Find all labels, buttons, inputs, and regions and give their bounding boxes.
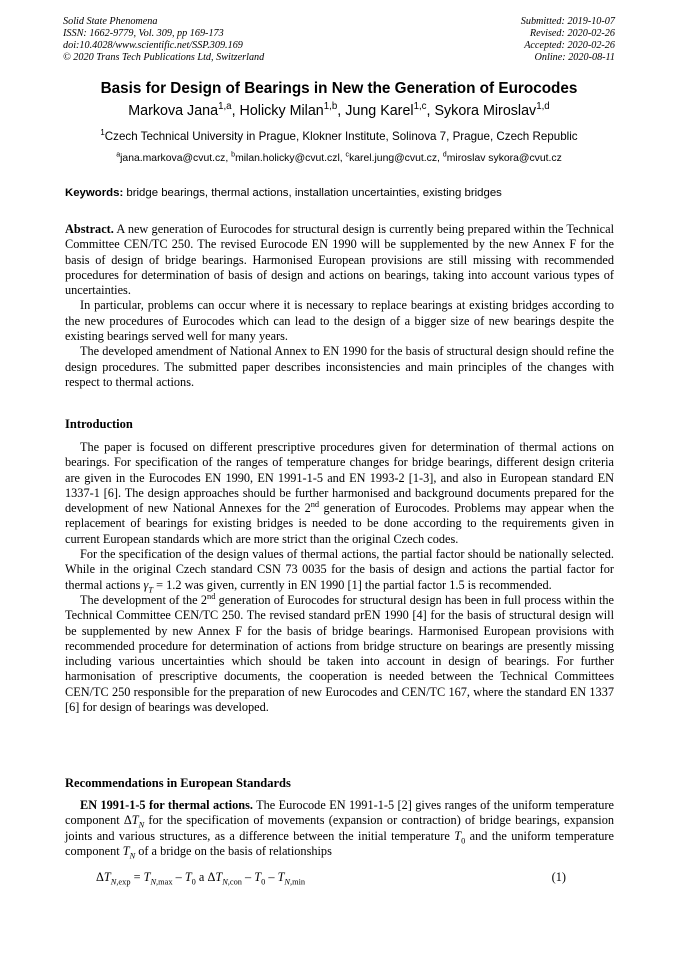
eq-delta: Δ (96, 870, 104, 884)
body-text: generation of Eurocodes for structural design has been in full process within the Technical Committee CEN/TC 250. The revised standard prEN 1990 [4] for the basis of structural design will be supplemented by new Annex F for the basis of bridge bearings. Harmonised European provisions with recommended procedure for determination of actions from bridge structure on bearings are presently missing including various uncertainties which should be taken into account in design of bearings. For further harmonisation of prescriptive documents, the cooperation is needed between the Technical Committees CEN/TC 250 responsible for the preparation of new Eurocodes and CEN/TC 167, where the standard EN 1337 [6] for design of bearings was developed. (65, 592, 614, 715)
email-mark: b (231, 151, 236, 159)
paper-title: Basis for Design of Bearings in New the Generation of Eurocodes (100, 80, 578, 97)
author-name: Jung Karel (345, 103, 414, 119)
author-emails (20, 153, 658, 164)
body-paragraph (65, 547, 614, 593)
affiliation-mark: 1 (100, 128, 105, 138)
online-date: Online: 2020-08-11 (534, 52, 615, 63)
eq-op: – (265, 870, 278, 884)
eq-sub: 0 (191, 877, 196, 887)
ordinal-suffix: nd (207, 591, 216, 601)
revised-date: Revised: 2020-02-26 (529, 28, 615, 39)
equation-1 (96, 870, 566, 885)
author-separator: , (426, 103, 435, 119)
body-text: and the uniform temperature component (65, 828, 614, 858)
eq-op: = (130, 870, 144, 884)
math-subscript: T (148, 585, 154, 595)
eq-sub: ,min (290, 877, 306, 887)
eq-op: a Δ (195, 870, 216, 884)
recommendations-body (65, 798, 614, 859)
keywords-text: bridge bearings, thermal actions, installation uncertainties, existing bridges (123, 187, 502, 199)
affiliation-text: Czech Technical University in Prague, Klokner Institute, Solinova 7, Prague, Czech Republic (104, 130, 578, 143)
submitted-date: Submitted: 2019-10-07 (520, 16, 615, 27)
email-link[interactable]: miroslav sykora@cvut.cz (446, 153, 562, 164)
eq-sub: N (110, 877, 117, 887)
math-subscript: 0 (461, 836, 466, 846)
body-text: The Eurocode EN 1991-1-5 [2] gives ranges of the uniform temperature component Δ (65, 798, 614, 828)
eq-var: T (143, 870, 151, 884)
eq-sub: N (150, 877, 157, 887)
eq-var: T (184, 870, 192, 884)
author-name: Markova Jana (128, 103, 219, 119)
author-list (40, 103, 638, 119)
body-paragraph (65, 798, 614, 859)
keywords (65, 187, 625, 199)
journal-name: Solid State Phenomena (63, 16, 158, 27)
abstract-paragraph (65, 222, 614, 298)
accepted-date: Accepted: 2020-02-26 (524, 40, 615, 51)
author-separator: , (231, 103, 240, 119)
abstract-paragraph: The developed amendment of National Annex to EN 1990 for the basis of structural design should refine the design procedures. The submitted paper describes inconsistencies and main principles of the changes with respect to thermal actions. (65, 344, 614, 389)
math-symbol: T (122, 843, 130, 858)
ordinal-suffix: nd (310, 500, 320, 510)
equation-number: (1) (551, 870, 566, 884)
math-subscript: N (138, 820, 145, 830)
math-symbol: T (454, 828, 462, 843)
math-symbol: T (131, 813, 139, 828)
author-affiliation-mark: 1,a (218, 101, 232, 113)
section-heading-recommendations: Recommendations in European Standards (65, 776, 291, 790)
author-affiliation-mark: 1,d (536, 101, 550, 113)
eq-var: T (103, 870, 111, 884)
email-link[interactable]: milan.holicky@cvut.czl, (235, 153, 346, 164)
body-text: for the specification of movements (expansion or contraction) of bridge bearings, expansion joints and various structures, as a difference between the initial temperature (65, 813, 614, 843)
abstract-label: Abstract. (65, 222, 114, 236)
abstract-text: A new generation of Eurocodes for structural design is currently being prepared within the Technical Committee CEN/TC 250. The revised Eurocode EN 1990 will be supplemented by the new Annex F for the basis of design of bridge bearings. Harmonised European provisions are still missing with recommended procedures for determination of basis of design and actions on bearings, taking into account various types of uncertainties. (65, 222, 614, 298)
author-affiliation-mark: 1,c (413, 101, 427, 113)
keywords-label: Keywords: (65, 187, 124, 199)
copyright-line: © 2020 Trans Tech Publications Ltd, Switzerland (63, 52, 265, 63)
author-affiliation-mark: 1,b (323, 101, 338, 113)
body-paragraph (65, 440, 614, 547)
body-paragraph (65, 593, 614, 715)
journal-header-left (63, 16, 264, 64)
body-text: For the specification of the design values of thermal actions, the partial factor should be nationally selected. While in the original Czech standard CSN 73 0035 for the basis of design and actions the partial factor for thermal actions (65, 547, 614, 592)
eq-sub: 0 (261, 877, 266, 887)
email-mark: d (442, 151, 447, 159)
eq-op: – (172, 870, 185, 884)
eq-sub: ,con (227, 877, 242, 887)
paragraph-lead: EN 1991-1-5 for thermal actions. (80, 798, 253, 812)
eq-sub: N (222, 877, 228, 887)
doi-line: doi:10.4028/www.scientific.net/SSP.309.169 (63, 40, 243, 51)
eq-sub: ,max (156, 877, 173, 887)
email-mark: a (116, 151, 121, 159)
eq-var: T (215, 870, 223, 884)
email-link[interactable]: jana.markova@cvut.cz, (120, 153, 232, 164)
issn-line: ISSN: 1662-9779, Vol. 309, pp 169-173 (63, 28, 224, 39)
section-heading-introduction: Introduction (65, 417, 133, 431)
abstract-paragraph: In particular, problems can occur where it is necessary to replace bearings at existing bridges according to the new procedures of Eurocodes which can lead to the design of a bigger size of new bearings despite the existing bearings served well for many years. (65, 298, 614, 344)
body-text: of a bridge on the basis of relationships (135, 843, 332, 858)
abstract (65, 222, 614, 390)
eq-op: – (241, 870, 255, 884)
body-text: The paper is focused on different prescriptive procedures given for determination of thermal actions on bearings. For specification of the ranges of temperature changes for bridge bearings, different design criteria are given in the Eurocodes EN 1990, EN 1991-1-5 and EN 1993-2 [1-3], and also in European standard EN 1337-1 [6]. The design approaches should be further harmonised and background documents prepared for the development of new National Annexes for the 2 (65, 440, 614, 516)
affiliation (40, 130, 638, 143)
author-name: Sykora Miroslav (434, 103, 537, 119)
author-separator: , (337, 103, 346, 119)
email-link[interactable]: karel.jung@cvut.cz, (349, 153, 443, 164)
math-subscript: N (129, 851, 136, 861)
eq-sub: N (284, 877, 290, 887)
body-text: generation of Eurocodes. Problems may appear when the replacement of bearings for existing bridges is needed to be done according to the requirements given in current European standards which are more strict than the original Czech codes. (65, 501, 615, 546)
eq-var: T (254, 870, 262, 884)
author-name: Holicky Milan (239, 103, 324, 119)
body-text: = 1.2 was given, currently in EN 1990 [1] the partial factor 1.5 is recommended. (153, 577, 552, 592)
eq-var: T (277, 870, 285, 884)
journal-header-right (521, 16, 615, 64)
eq-sub: ,exp (116, 877, 131, 887)
body-text: The development of the 2 (80, 592, 208, 607)
math-symbol: γ (143, 577, 149, 592)
introduction-body (65, 440, 614, 715)
email-mark: c (345, 151, 350, 159)
